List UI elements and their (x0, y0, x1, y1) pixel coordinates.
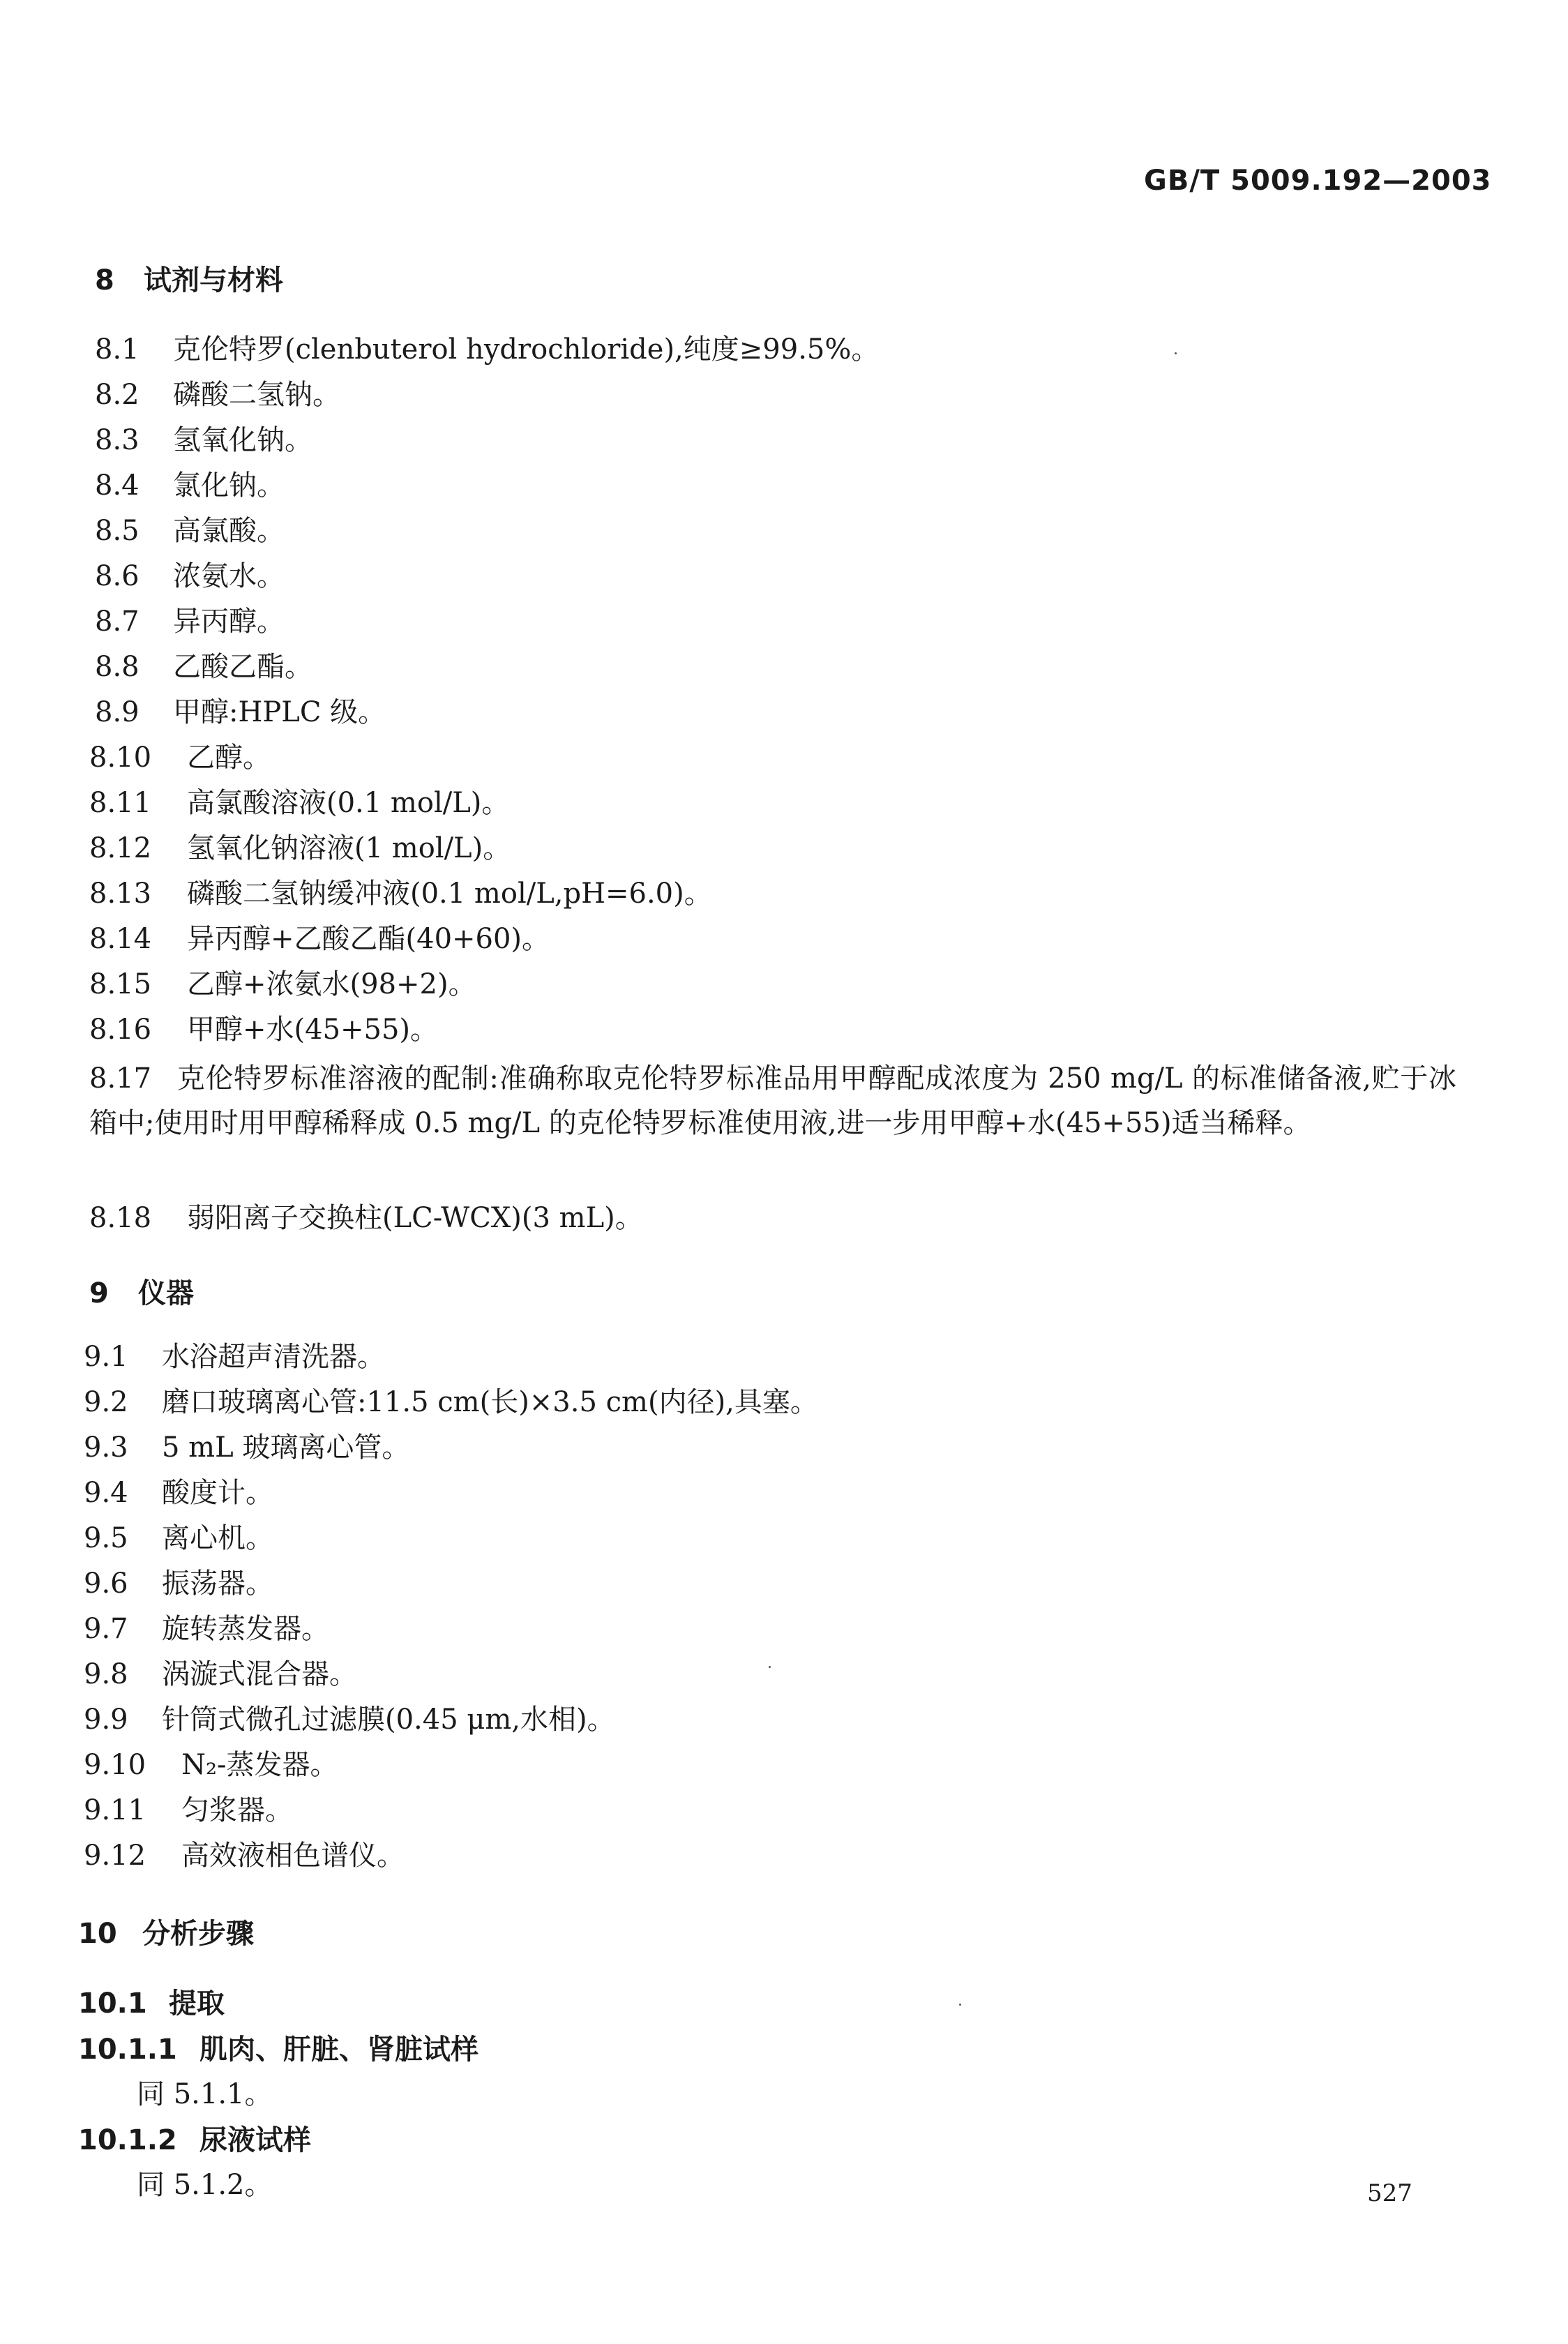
list-item: 8.10 乙醇。 (89, 742, 271, 774)
subsection-10-1-2-note: 同 5.1.2。 (137, 2169, 273, 2201)
scan-speck (959, 2004, 961, 2006)
section-9-heading (89, 1271, 194, 1311)
list-item: 8.15 乙醇+浓氨水(98+2)。 (89, 968, 476, 1000)
list-item: 9.3 5 mL 玻璃离心管。 (84, 1432, 410, 1464)
list-item: 8.5 高氯酸。 (95, 515, 285, 547)
scan-speck (769, 1666, 771, 1668)
subsection-10-1-heading: 10.1 提取 (78, 1988, 225, 2020)
list-item: 9.8 涡漩式混合器。 (84, 1658, 357, 1690)
list-item: 8.2 磷酸二氢钠。 (95, 379, 340, 411)
subsection-10-1-1-heading: 10.1.1 肌肉、肝脏、肾脏试样 (78, 2034, 478, 2066)
standard-number: GB/T 5009.192—2003 (1144, 165, 1492, 197)
list-item: 8.1 克伦特罗(clenbuterol hydrochloride),纯度≥99.5%。 (95, 333, 880, 366)
list-item: 9.11 匀浆器。 (84, 1794, 293, 1826)
section-number: 9 (89, 1277, 109, 1309)
section-8-heading (95, 258, 283, 298)
scan-speck (1175, 352, 1177, 354)
paragraph-8-17: 8.17 克伦特罗标准溶液的配制:准确称取克伦特罗标准品用甲醇配成浓度为 250 mg/L 的标准储备液,贮于冰箱中;使用时用甲醇稀释成 0.5 mg/L 的克伦特罗标准使用液,进一步用甲醇+水(45+55)适当稀释。 (89, 1062, 1456, 1139)
list-item: 9.5 离心机。 (84, 1522, 273, 1554)
list-item: 8.3 氢氧化钠。 (95, 424, 312, 456)
list-item: 9.12 高效液相色谱仪。 (84, 1840, 405, 1872)
section-title: 分析步骤 (142, 1918, 254, 1950)
section-10-heading (78, 1911, 254, 1951)
list-item: 9.7 旋转蒸发器。 (84, 1613, 329, 1645)
list-item: 9.4 酸度计。 (84, 1477, 273, 1509)
list-item: 8.12 氢氧化钠溶液(1 mol/L)。 (89, 832, 511, 864)
list-item: 8.11 高氯酸溶液(0.1 mol/L)。 (89, 787, 510, 819)
list-item: 8.8 乙酸乙酯。 (95, 651, 312, 683)
list-item: 8.16 甲醇+水(45+55)。 (89, 1014, 439, 1046)
section-number: 8 (95, 264, 114, 296)
list-item: 9.2 磨口玻璃离心管:11.5 cm(长)×3.5 cm(内径),具塞。 (84, 1386, 818, 1418)
page-number: 527 (1367, 2179, 1412, 2207)
list-item: 9.6 振荡器。 (84, 1568, 273, 1600)
list-item: 9.10 N₂-蒸发器。 (84, 1749, 338, 1781)
list-item: 9.9 针筒式微孔过滤膜(0.45 μm,水相)。 (84, 1704, 615, 1736)
section-number: 10 (78, 1918, 117, 1950)
list-item: 8.9 甲醇:HPLC 级。 (95, 696, 386, 728)
list-item: 9.1 水浴超声清洗器。 (84, 1341, 385, 1373)
list-item: 8.14 异丙醇+乙酸乙酯(40+60)。 (89, 923, 550, 955)
section-title: 试剂与材料 (144, 264, 283, 296)
list-item: 8.4 氯化钠。 (95, 469, 285, 502)
subsection-10-1-2-heading: 10.1.2 尿液试样 (78, 2124, 311, 2156)
list-item: 8.7 异丙醇。 (95, 606, 285, 638)
section-title: 仪器 (138, 1277, 194, 1309)
list-item: 8.6 浓氨水。 (95, 560, 285, 592)
list-item: 8.18 弱阳离子交换柱(LC-WCX)(3 mL)。 (89, 1202, 643, 1234)
subsection-10-1-1-note: 同 5.1.1。 (137, 2078, 273, 2110)
list-item: 8.13 磷酸二氢钠缓冲液(0.1 mol/L,pH=6.0)。 (89, 878, 712, 910)
